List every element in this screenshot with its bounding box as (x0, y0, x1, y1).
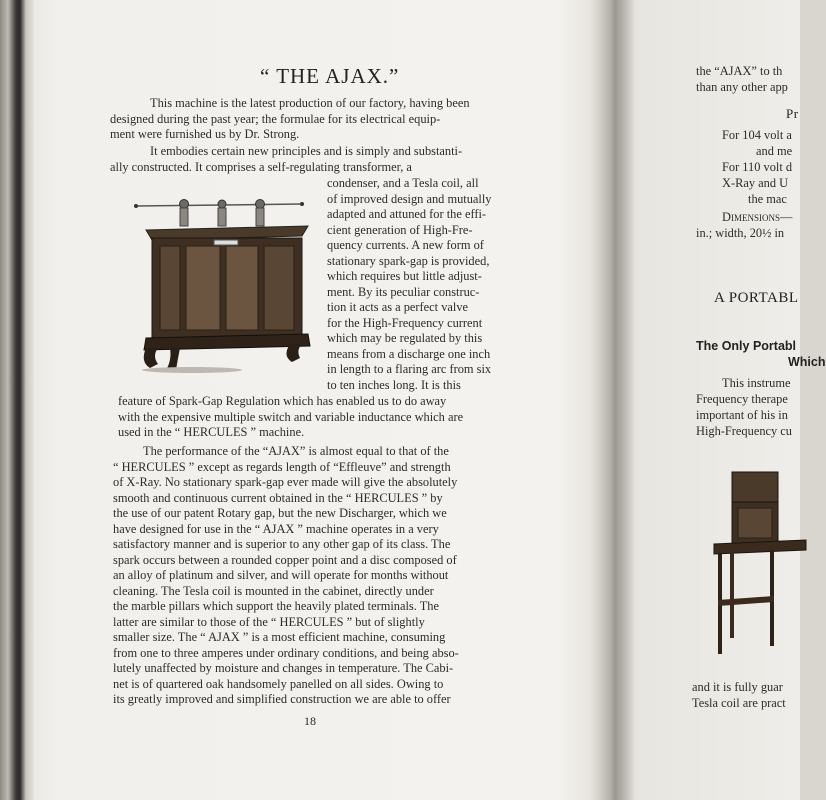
text-line: satisfactory manner and is superior to any other gap of its class. The (113, 537, 451, 551)
text-line: of X-Ray. No stationary spark-gap ever made will give the absolutely (113, 475, 458, 489)
text-line: of improved design and mutually (327, 191, 492, 206)
page-number: 18 (304, 714, 316, 728)
price-line: the mac (748, 192, 787, 206)
text-line: This machine is the latest production of our factory, having been (150, 96, 470, 110)
paragraph-intro (110, 96, 558, 143)
text-line: feature of Spark-Gap Regulation which has enabled us to do away (118, 394, 447, 408)
text-line: ment were furnished us by Dr. Strong. (110, 127, 300, 141)
price-line: and me (756, 144, 793, 158)
text-line: spark occurs between a rounded copper point and a disc composed of (113, 552, 457, 567)
text-line: the use of our patent Rotary gap, but the new Discharger, which we (113, 506, 447, 520)
text-line: ally constructed. It comprises a self-regulating transformer, a (110, 159, 412, 174)
text-line: Frequency therape (696, 392, 788, 406)
text-line: have designed for use in the “ AJAX ” machine operates in a very (113, 521, 439, 536)
text-line: adapted and attuned for the effi- (327, 207, 487, 221)
text-line: This instrume (722, 376, 791, 390)
text-line: with the expensive multiple switch and variable inductance which are (118, 409, 464, 424)
left-page (40, 0, 600, 800)
text-line: “ HERCULES ” except as regards length of “Effleuve” and strength (113, 459, 451, 474)
paragraph-spark-gap (118, 394, 566, 441)
dimensions-line: Dimensions— (722, 210, 793, 224)
text-line: important of his in (696, 408, 788, 422)
price-line: X-Ray and U (722, 176, 789, 190)
wrapped-text-column (327, 176, 559, 393)
text-line: quency currents. A new form of (327, 238, 484, 252)
text-line: which may be regulated by this (327, 331, 483, 345)
right-page (640, 0, 826, 800)
text-line: in length to a flaring arc from six (327, 362, 492, 376)
text-line: smaller size. The “ AJAX ” is a most efficient machine, consuming (113, 630, 446, 644)
text-line: lutely unaffected by moisture and changes in temperature. The Cabi- (113, 661, 454, 675)
text-line: for the High-Frequency current (327, 315, 483, 330)
text-line: the marble pillars which support the heavily plated terminals. The (113, 599, 439, 613)
text-line: smooth and continuous current obtained in the “ HERCULES ” by (113, 490, 443, 505)
dimensions-line: in.; width, 20½ in (696, 226, 785, 240)
price-line: For 110 volt d (722, 160, 793, 174)
text-line: cleaning. The Tesla coil is mounted in the cabinet, directly under (113, 583, 434, 598)
text-line: than any other app (696, 80, 788, 94)
text-line: to ten inches long. It is this (327, 377, 461, 392)
text-line: Tesla coil are pract (692, 696, 786, 710)
text-line: The performance of the “AJAX” is almost equal to that of the (143, 444, 449, 458)
text-line: its greatly improved and simplified construction we are able to offer (113, 692, 451, 706)
sub-heading: The Only Portabl (696, 339, 797, 353)
text-line: It embodies certain new principles and is simply and substanti- (150, 144, 463, 158)
page-title: “ THE AJAX.” (260, 64, 400, 88)
text-line: latter are similar to those of the “ HERCULES ” but of slightly (113, 614, 425, 629)
text-line: the “AJAX” to th (696, 64, 783, 78)
text-line: and it is fully guar (692, 680, 783, 694)
ajax-machine-illustration (132, 192, 312, 374)
text-line: cient generation of High-Fre- (327, 222, 473, 237)
text-line: net is of quartered oak handsomely panelled on all sides. Owing to (113, 676, 444, 691)
price-heading: Pr (786, 106, 799, 121)
text-line: designed during the past year; the formulae for its electrical equip- (110, 111, 441, 126)
portable-apparatus-illustration (710, 470, 810, 660)
paragraph-performance (113, 444, 561, 708)
text-line: which requires but little adjust- (327, 269, 482, 283)
price-line: For 104 volt a (722, 128, 792, 142)
text-line: from one to three amperes under ordinary conditions, and being abso- (113, 645, 459, 660)
text-line: High-Frequency cu (696, 424, 792, 438)
section-heading: A PORTABL (714, 290, 799, 306)
text-line: an alloy of platinum and silver, and will operate for months without (113, 568, 449, 582)
left-binding-edge (0, 0, 34, 800)
text-line: ment. By its peculiar construc- (327, 284, 480, 299)
paragraph-principles (110, 144, 558, 175)
text-line: condenser, and a Tesla coil, all (327, 176, 479, 190)
sub-heading: Which (788, 355, 826, 369)
text-line: means from a discharge one inch (327, 346, 491, 361)
text-line: stationary spark-gap is provided, (327, 253, 490, 268)
text-line: used in the “ HERCULES ” machine. (118, 425, 305, 439)
text-line: tion it acts as a perfect valve (327, 300, 469, 314)
